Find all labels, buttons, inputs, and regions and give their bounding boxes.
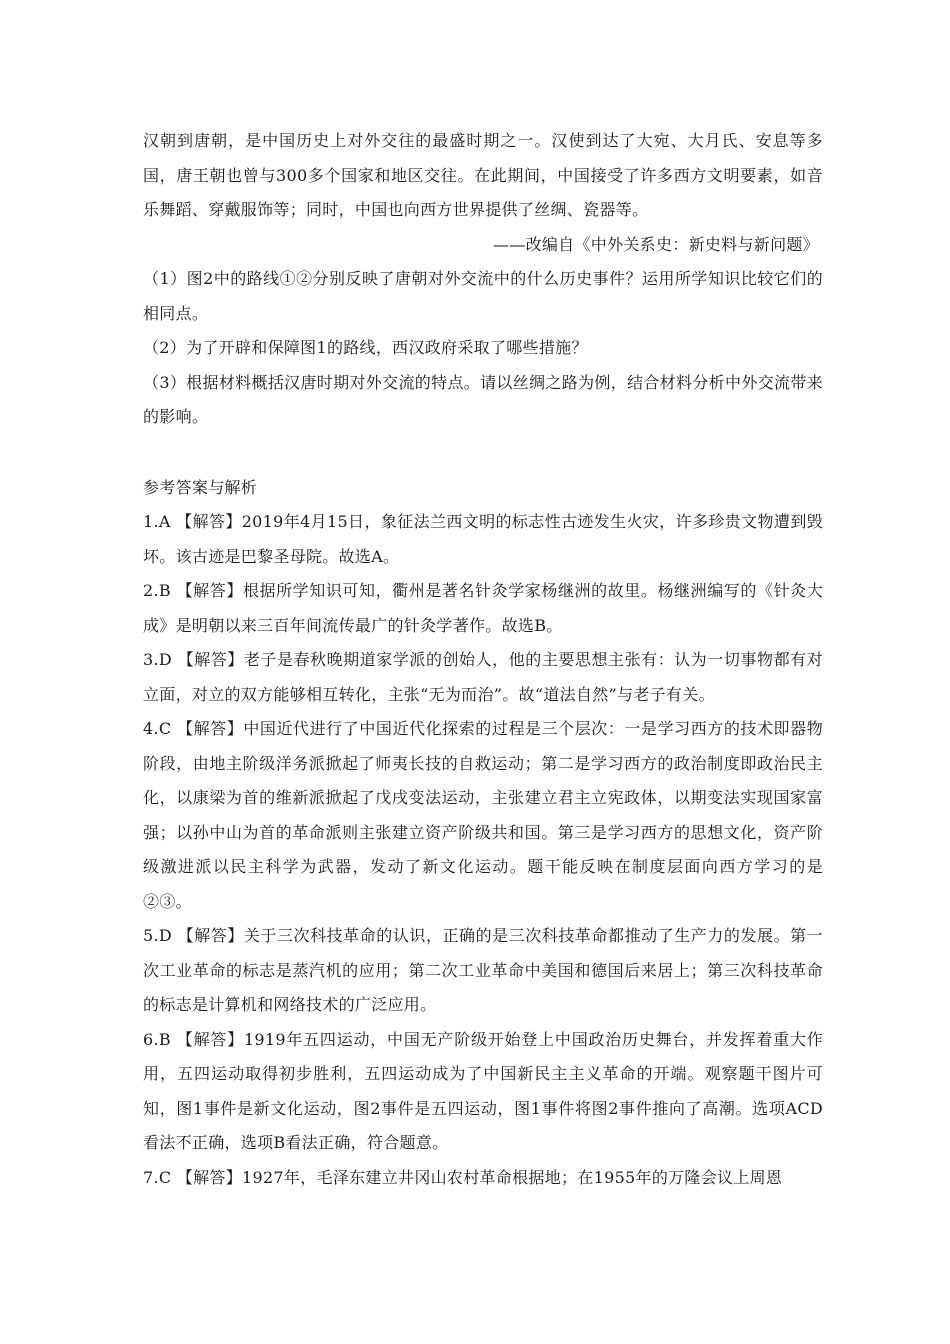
answers-title: 参考答案与解析 (143, 477, 258, 497)
question-1: （1）图2中的路线①②分别反映了唐朝对外交流中的什么历史事件？运用所学知识比较它们的相同点。 (143, 269, 823, 323)
question-3: （3）根据材料概括汉唐时期对外交流的特点。请以丝绸之路为例，结合材料分析中外交流带来的影响。 (143, 372, 823, 426)
section-gap (143, 435, 823, 471)
material-paragraph: 汉朝到唐朝，是中国历史上对外交往的最盛时期之一。汉使到达了大宛、大月氏、安息等多国，唐王朝也曾与300多个国家和地区交往。在此期间，中国接受了许多西方文明要素，如音乐舞蹈、穿戴服饰等；同时，中国也向西方世界提供了丝绸、瓷器等。 (143, 131, 823, 219)
document-content (143, 124, 823, 1195)
answer-7: 7.C 【解答】1927年，毛泽东建立井冈山农村革命根据地；在1955年的万隆会议上周恩 (143, 1167, 783, 1187)
answer-1: 1.A 【解答】2019年4月15日，象征法兰西文明的标志性古迹发生火灾，许多珍贵文物遭到毁坏。该古迹是巴黎圣母院。故选A。 (143, 512, 823, 566)
answer-2: 2.B 【解答】根据所学知识可知，衢州是著名针灸学家杨继洲的故里。杨继洲编写的《针灸大成》是明朝以来三百年间流传最广的针灸学著作。故选B。 (143, 581, 823, 635)
question-2: （2）为了开辟和保障图1的路线，西汉政府采取了哪些措施？ (143, 338, 588, 357)
material-source: ——改编自《中外关系史：新史料与新问题》 (492, 234, 819, 254)
answer-3: 3.D 【解答】老子是春秋晚期道家学派的创始人，他的主要思想主张有：认为一切事物都有对立面，对立的双方能够相互转化，主张“无为而治”。故“道法自然”与老子有关。 (143, 650, 823, 704)
answer-6: 6.B 【解答】1919年五四运动，中国无产阶级开始登上中国政治历史舞台，并发挥着重大作用，五四运动取得初步胜利，五四运动成为了中国新民主主义革命的开端。观察题干图片可知，图1事件是新文化运动，图2事件是五四运动，图1事件将图2事件推向了高潮。选项ACD看法不正确，选项B看法正确，符合题意。 (143, 1029, 823, 1152)
answer-4: 4.C 【解答】中国近代进行了中国近代化探索的过程是三个层次：一是学习西方的技术即器物阶段，由地主阶级洋务派掀起了师夷长技的自救运动；第二是学习西方的政治制度即政治民主化，以康梁为首的维新派掀起了戊戌变法运动，主张建立君主立宪政体，以期变法实现国家富强；以孙中山为首的革命派则主张建立资产阶级共和国。第三是学习西方的思想文化，资产阶级激进派以民主科学为武器，发动了新文化运动。题干能反映在制度层面向西方学习的是②③。 (143, 719, 823, 911)
answer-5: 5.D 【解答】关于三次科技革命的认识，正确的是三次科技革命都推动了生产力的发展。第一次工业革命的标志是蒸汽机的应用；第二次工业革命中美国和德国后来居上；第三次科技革命的标志是计算机和网络技术的广泛应用。 (143, 926, 823, 1014)
